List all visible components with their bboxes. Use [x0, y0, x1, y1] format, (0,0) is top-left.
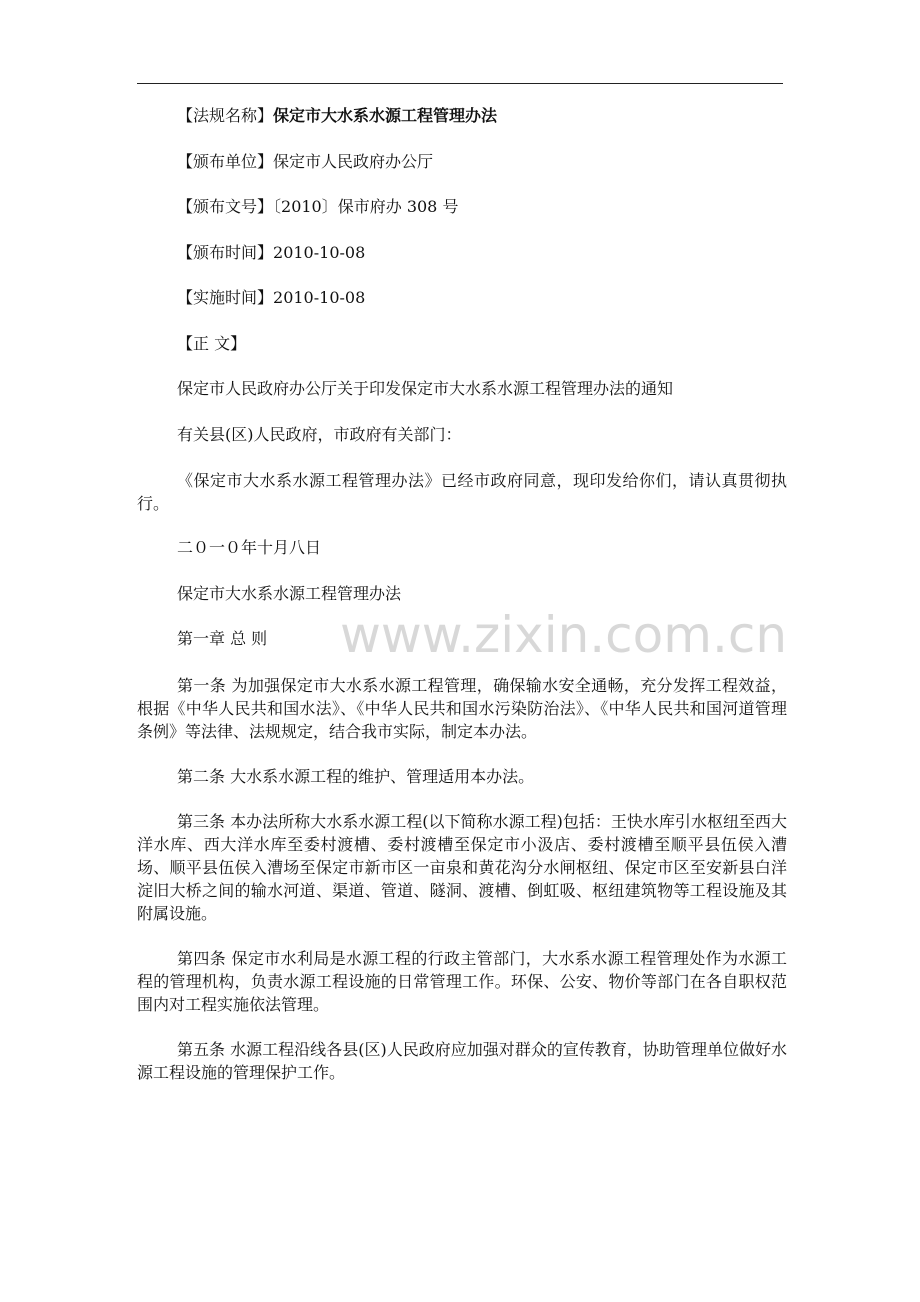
notice-content: 《保定市大水系水源工程管理办法》已经市政府同意，现印发给你们，请认真贯彻执行。 — [137, 471, 787, 513]
effective-date-label: 【实施时间】 — [177, 288, 274, 307]
doc-number-line — [137, 196, 787, 218]
article-2: 第二条 大水系水源工程的维护、管理适用本办法。 — [177, 766, 535, 786]
article-1: 第一条 为加强保定市大水系水源工程管理，确保输水安全通畅，充分发挥工程效益，根据《中华人民共和国水法》、《中华人民共和国水污染防治法》、《中华人民共和国河道管理条例》等法律、法规规定，结合我市实际，制定本办法。 — [137, 675, 787, 741]
effective-date-line — [137, 287, 787, 309]
doc-number-value: 〔2010〕保市府办 308 号 — [273, 197, 459, 216]
effective-date-value: 2010-10-08 — [273, 288, 366, 307]
doc-number-label: 【颁布文号】 — [177, 197, 274, 216]
chapter-heading: 第一章 总 则 — [177, 629, 268, 648]
article-3: 第三条 本办法所称大水系水源工程(以下简称水源工程)包括：王快水库引水枢纽至西大洋水库、西大洋水库至委村渡槽、委村渡槽至保定市小汲店、委村渡槽至顺平县伍侯入漕场、顺平县伍侯入漕场至保定市新市区一亩泉和黄花沟分水闸枢纽、保定市区至安新县白洋淀旧大桥之间的输水河道、渠道、管道、隧洞、渡槽、倒虹吸、枢纽建筑物等工程设施及其附属设施。 — [137, 811, 787, 923]
issuer-value: 保定市人民政府办公厅 — [273, 151, 434, 171]
header-rule — [137, 83, 783, 84]
article-5: 第五条 水源工程沿线各县(区)人民政府应加强对群众的宣传教育，协助管理单位做好水源工程设施的管理保护工作。 — [137, 1039, 787, 1082]
body-label: 【正 文】 — [177, 333, 247, 353]
regulation-name-line — [137, 105, 787, 127]
watermark-text: www.zixin.com.cn — [340, 606, 788, 664]
issue-date-line — [137, 242, 787, 264]
notice-salutation: 有关县(区)人民政府，市政府有关部门： — [177, 424, 462, 444]
article-4: 第四条 保定市水利局是水源工程的行政主管部门，大水系水源工程管理处作为水源工程的管理机构，负责水源工程设施的日常管理工作。环保、公安、物价等部门在各自职权范围内对工程实施依法管理。 — [137, 948, 787, 1014]
regulation-name-value: 保定市大水系水源工程管理办法 — [273, 106, 498, 125]
body-label-line — [137, 333, 787, 355]
notice-title: 保定市人民政府办公厅关于印发保定市大水系水源工程管理办法的通知 — [177, 379, 674, 398]
notice-date: 二０一０年十月八日 — [177, 538, 322, 557]
regulation-name-label: 【法规名称】 — [177, 106, 274, 125]
issue-date-value: 2010-10-08 — [273, 242, 366, 262]
issuer-label: 【颁布单位】 — [177, 151, 274, 171]
issuer-line — [137, 151, 787, 173]
issue-date-label: 【颁布时间】 — [177, 242, 274, 262]
document-page — [137, 105, 787, 1106]
regulation-title: 保定市大水系水源工程管理办法 — [177, 583, 402, 603]
